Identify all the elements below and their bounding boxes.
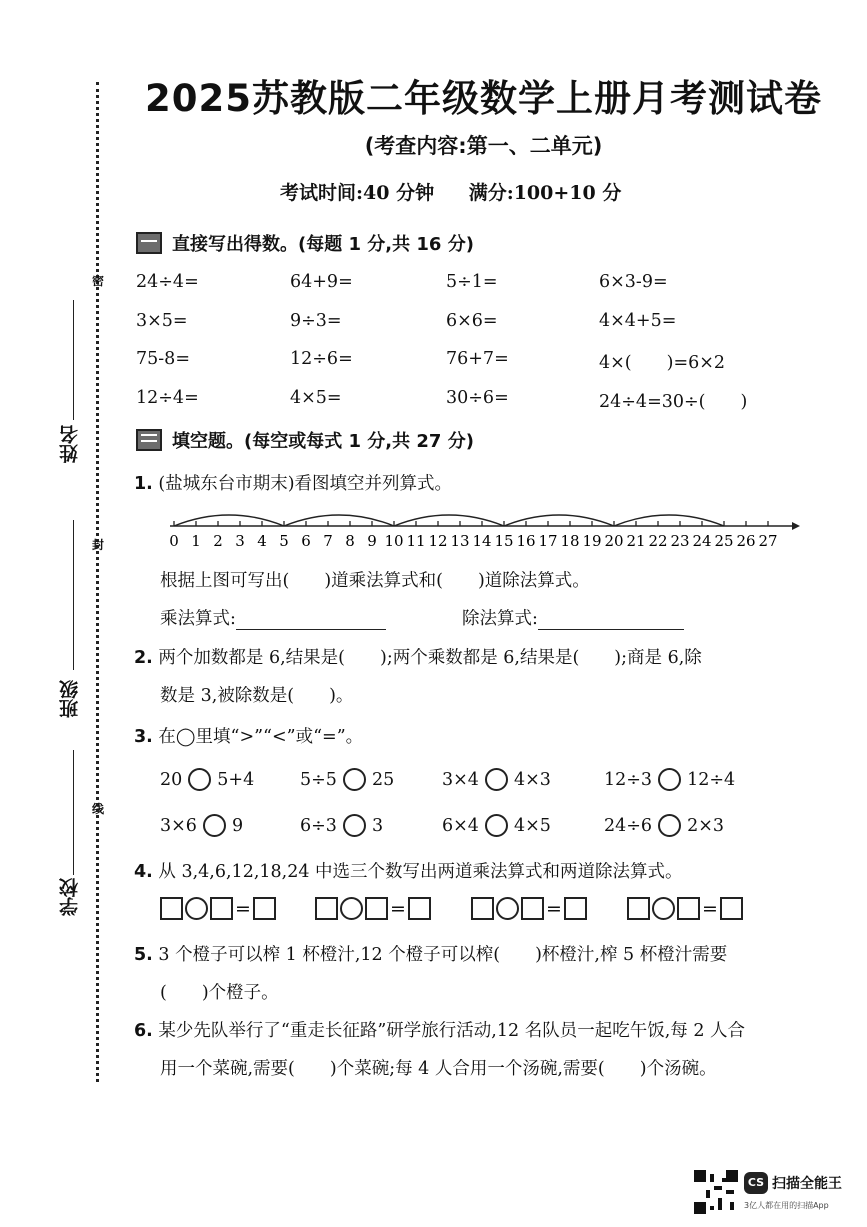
compare-item <box>604 768 735 791</box>
number-line-tick-label: 5 <box>279 532 289 550</box>
section-2-header <box>136 427 474 453</box>
answer-box[interactable] <box>720 897 743 920</box>
number-line-tick-label: 23 <box>670 532 690 550</box>
answer-box[interactable] <box>677 897 700 920</box>
operator-circle[interactable] <box>340 897 363 920</box>
school-field[interactable] <box>46 750 86 920</box>
equals-sign: = <box>546 897 562 920</box>
scanner-app-name: 扫描全能王 <box>772 1176 842 1192</box>
number-line-arrow-icon <box>792 522 800 530</box>
question-3 <box>134 723 363 748</box>
question-2-line-1: 两个加数都是 6,结果是( );两个乘数都是 6,结果是( );商是 6,除 <box>158 648 702 668</box>
compare-item <box>442 768 551 791</box>
qr-code-icon <box>694 1170 738 1214</box>
exam-time: 考试时间:40 分钟 <box>280 182 435 204</box>
binding-mark-feng: 封 <box>92 538 105 552</box>
question-2 <box>134 644 702 669</box>
number-line-tick-label: 12 <box>428 532 448 550</box>
number-line-tick-label: 10 <box>384 532 404 550</box>
compare-left: 3×4 <box>442 769 479 790</box>
calc-item: 4×( )=6×2 <box>599 353 726 373</box>
number-line-tick-label: 24 <box>692 532 712 550</box>
operator-circle[interactable] <box>185 897 208 920</box>
question-1-text: (盐城东台市期末)看图填空并列算式。 <box>158 474 453 494</box>
div-answer-line[interactable] <box>538 629 684 630</box>
number-line-jump-arc <box>504 515 614 526</box>
number-line-tick-label: 26 <box>736 532 756 550</box>
calc-item: 24÷4= <box>136 272 199 292</box>
question-2-line-2: 数是 3,被除数是( )。 <box>160 686 354 706</box>
compare-right: 9 <box>231 815 244 836</box>
school-line[interactable] <box>73 750 74 875</box>
number-line-figure <box>160 500 810 556</box>
compare-item <box>604 814 724 837</box>
compare-left: 5÷5 <box>300 769 337 790</box>
compare-circle[interactable] <box>658 768 681 791</box>
answer-box[interactable] <box>315 897 338 920</box>
answer-box[interactable] <box>210 897 233 920</box>
answer-box[interactable] <box>627 897 650 920</box>
compare-left: 6×4 <box>442 815 479 836</box>
number-line-tick-label: 25 <box>714 532 734 550</box>
compare-left: 6÷3 <box>300 815 337 836</box>
compare-left: 24÷6 <box>604 815 653 836</box>
number-line-tick-label: 19 <box>582 532 602 550</box>
answer-box[interactable] <box>471 897 494 920</box>
number-line-tick-label: 9 <box>367 532 377 550</box>
calc-item: 4×4+5= <box>599 311 677 331</box>
operator-circle[interactable] <box>496 897 519 920</box>
question-1-fill: 根据上图可写出( )道乘法算式和( )道除法算式。 <box>160 571 590 591</box>
number-line-tick-label: 27 <box>758 532 778 550</box>
number-line-tick-label: 1 <box>191 532 201 550</box>
calc-item: 30÷6= <box>446 388 509 408</box>
number-line-tick-label: 18 <box>560 532 580 550</box>
school-label: 学校 <box>59 878 81 916</box>
exam-title: 2025苏教版二年级数学上册月考测试卷 <box>145 77 822 120</box>
compare-circle[interactable] <box>658 814 681 837</box>
section-2-title: 填空题。(每空或每式 1 分,共 27 分) <box>172 431 474 452</box>
compare-right: 25 <box>371 769 395 790</box>
calc-item: 76+7= <box>446 349 509 369</box>
calc-item: 12÷6= <box>290 349 353 369</box>
number-line-tick-label: 17 <box>538 532 558 550</box>
compare-circle[interactable] <box>188 768 211 791</box>
calc-item: 24÷4=30÷( ) <box>599 392 748 412</box>
compare-right: 3 <box>371 815 384 836</box>
compare-item <box>160 814 243 837</box>
section-1-numeral-icon <box>136 232 162 254</box>
compare-left: 20 <box>160 769 183 790</box>
compare-right: 4×5 <box>513 815 551 836</box>
number-line-tick-label: 21 <box>626 532 646 550</box>
compare-circle[interactable] <box>203 814 226 837</box>
question-1-mult-row <box>160 605 386 630</box>
number-line-jump-arc <box>394 515 504 526</box>
number-line-tick-label: 2 <box>213 532 223 550</box>
question-4-text: 从 3,4,6,12,18,24 中选三个数写出两道乘法算式和两道除法算式。 <box>158 862 683 882</box>
section-1-title: 直接写出得数。(每题 1 分,共 16 分) <box>172 234 474 255</box>
equation-template <box>627 897 743 920</box>
number-line-tick-label: 11 <box>406 532 426 550</box>
binding-mark-mi: 密 <box>92 274 105 288</box>
calc-item: 4×5= <box>290 388 342 408</box>
answer-box[interactable] <box>253 897 276 920</box>
exam-score: 满分:100+10 分 <box>468 182 622 204</box>
calc-item: 75-8= <box>136 349 190 369</box>
operator-circle[interactable] <box>652 897 675 920</box>
equals-sign: = <box>390 897 406 920</box>
number-line-jumps <box>174 515 724 526</box>
compare-left: 12÷3 <box>604 769 653 790</box>
compare-right: 5+4 <box>217 769 255 790</box>
name-field[interactable] <box>46 300 86 470</box>
number-line-tick-label: 3 <box>235 532 245 550</box>
compare-circle[interactable] <box>343 768 366 791</box>
compare-right: 2×3 <box>687 815 725 836</box>
compare-item <box>160 768 254 791</box>
question-3-text: 在◯里填“>”“<”或“=”。 <box>158 727 364 747</box>
question-5-number: 5. <box>134 945 153 965</box>
number-line-jump-arc <box>614 515 724 526</box>
number-line-tick-label: 15 <box>494 532 514 550</box>
exam-subtitle: (考查内容:第一、二单元) <box>364 134 603 158</box>
number-line-tick-label: 8 <box>345 532 355 550</box>
class-line[interactable] <box>73 520 74 670</box>
calc-item: 6×3-9= <box>599 272 668 292</box>
number-line-tick-label: 6 <box>301 532 311 550</box>
number-line-tick-label: 7 <box>323 532 333 550</box>
compare-right: 4×3 <box>513 769 551 790</box>
section-2-numeral-icon <box>136 429 162 451</box>
calc-item: 9÷3= <box>290 311 342 331</box>
question-5 <box>134 941 727 966</box>
binding-mark-xian: 线 <box>92 802 105 816</box>
question-5-line-1: 3 个橙子可以榨 1 杯橙汁,12 个橙子可以榨( )杯橙汁,榨 5 杯橙汁需要 <box>158 945 728 965</box>
answer-box[interactable] <box>564 897 587 920</box>
question-4 <box>134 858 683 883</box>
calc-item: 3×5= <box>136 311 188 331</box>
equation-template <box>471 897 587 920</box>
equals-sign: = <box>235 897 251 920</box>
number-line-tick-label: 13 <box>450 532 470 550</box>
number-line-jump-arc <box>174 515 284 526</box>
answer-box[interactable] <box>408 897 431 920</box>
scanner-logo-icon: CS <box>744 1172 768 1194</box>
equation-template <box>160 897 276 920</box>
question-1-number: 1. <box>134 474 153 494</box>
number-line-tick-label: 20 <box>604 532 624 550</box>
question-6-line-2: 用一个菜碗,需要( )个菜碗;每 4 人合用一个汤碗,需要( )个汤碗。 <box>160 1059 717 1079</box>
compare-circle[interactable] <box>485 814 508 837</box>
binding-dotted-line <box>96 82 99 1082</box>
calc-item: 5÷1= <box>446 272 498 292</box>
scanner-app-tagline: 3亿人都在用的扫描App <box>744 1201 829 1210</box>
answer-box[interactable] <box>521 897 544 920</box>
question-1 <box>134 470 452 495</box>
equals-sign: = <box>702 897 718 920</box>
question-4-number: 4. <box>134 862 153 882</box>
question-5-line-2: ( )个橙子。 <box>160 983 279 1003</box>
compare-item <box>300 768 394 791</box>
div-label: 除法算式: <box>462 609 538 629</box>
number-line-tick-label: 0 <box>169 532 179 550</box>
compare-circle[interactable] <box>343 814 366 837</box>
name-label: 姓名 <box>59 425 81 463</box>
number-line-tick-label: 14 <box>472 532 492 550</box>
question-6-line-1: 某少先队举行了“重走长征路”研学旅行活动,12 名队员一起吃午饭,每 2 人合 <box>158 1021 746 1041</box>
question-2-number: 2. <box>134 648 153 668</box>
calc-item: 12÷4= <box>136 388 199 408</box>
calc-item: 6×6= <box>446 311 498 331</box>
question-6 <box>134 1017 745 1042</box>
question-1-div-row <box>462 605 684 630</box>
compare-item <box>442 814 551 837</box>
number-line-jump-arc <box>284 515 394 526</box>
mult-answer-line[interactable] <box>236 629 386 630</box>
answer-box[interactable] <box>160 897 183 920</box>
compare-item <box>300 814 383 837</box>
compare-circle[interactable] <box>485 768 508 791</box>
section-1-header <box>136 230 474 256</box>
number-line-tick-label: 4 <box>257 532 267 550</box>
mult-label: 乘法算式: <box>160 609 236 629</box>
answer-box[interactable] <box>365 897 388 920</box>
compare-left: 3×6 <box>160 815 197 836</box>
equation-template <box>315 897 431 920</box>
exam-info <box>280 178 649 205</box>
class-field[interactable] <box>46 520 86 720</box>
question-3-number: 3. <box>134 727 153 747</box>
number-line-labels <box>169 532 777 550</box>
question-6-number: 6. <box>134 1021 153 1041</box>
name-line[interactable] <box>73 300 74 420</box>
class-label: 班级 <box>59 680 81 718</box>
calc-item: 64+9= <box>290 272 353 292</box>
number-line-tick-label: 22 <box>648 532 668 550</box>
number-line-tick-label: 16 <box>516 532 536 550</box>
compare-right: 12÷4 <box>687 769 736 790</box>
